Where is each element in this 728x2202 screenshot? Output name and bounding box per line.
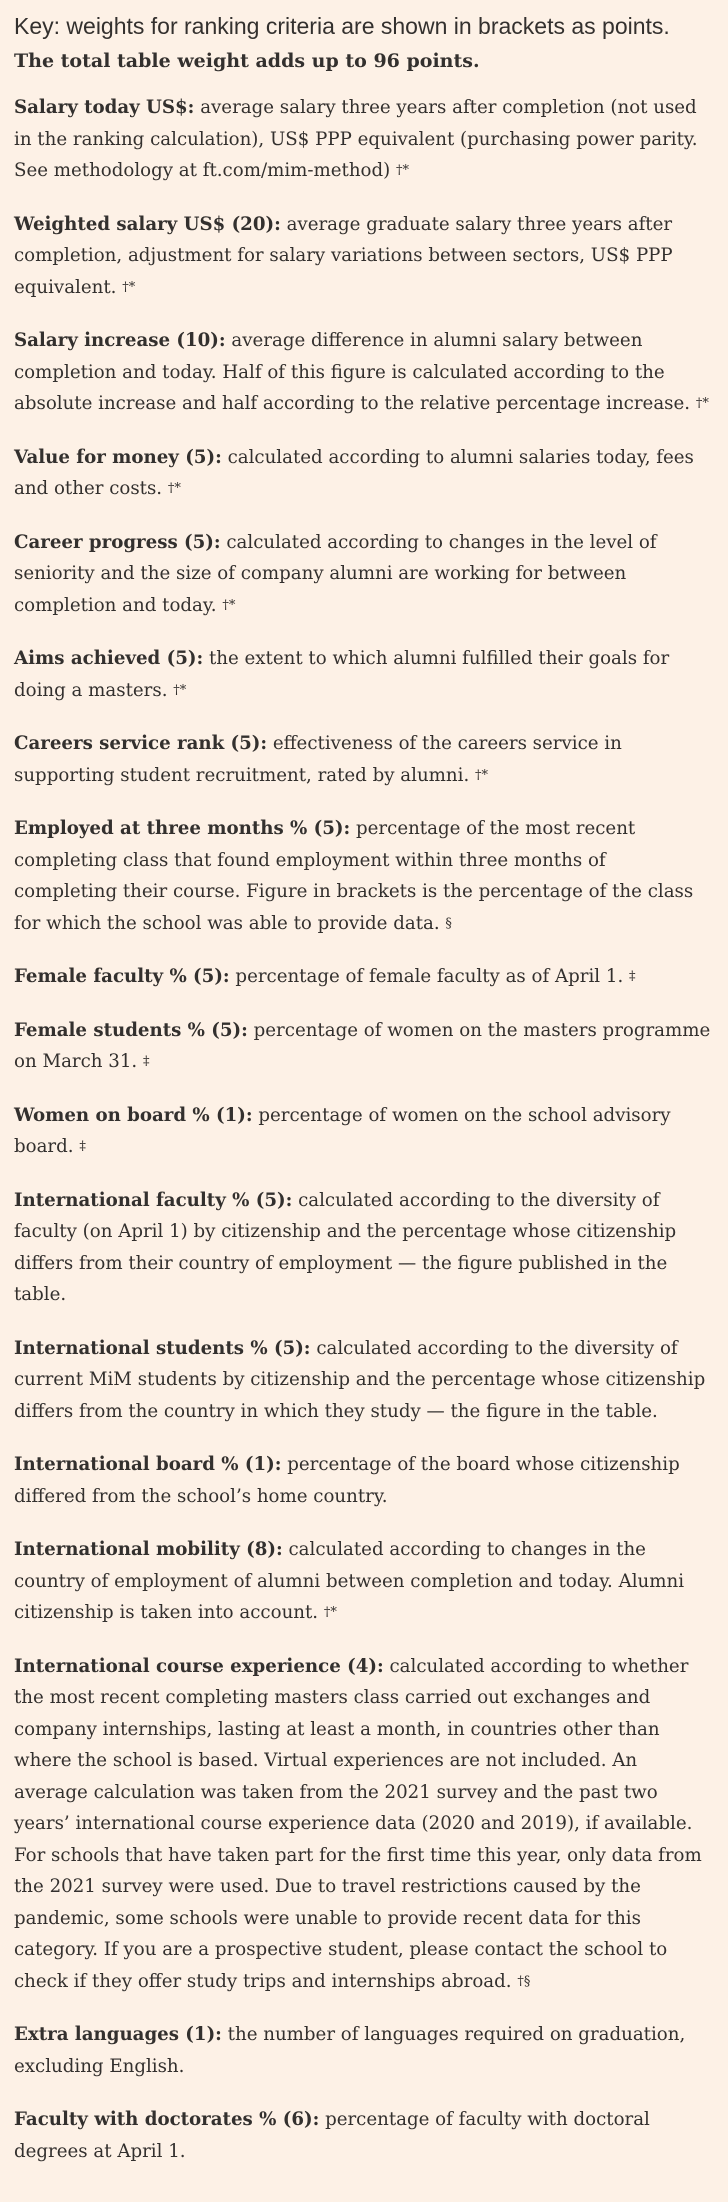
criterion-term: Faculty with doctorates % (6): [14, 2109, 320, 2130]
criterion-description: calculated according to changes in the country of employment of alumni between completion and today. Alumni citizenship is taken into account. [14, 1539, 685, 1623]
criterion-description: calculated according to whether the most recent completing masters class carried out exchanges and company internships, lasting at least a month, in countries other than where the school is based. Virtual experiences are not included. An average calculation was taken from the 2021 survey and the past two years’ international course experience data (2020 and 2019), if available. For schools that have taken part for the first time this year, only data from the 2021 survey were used. Due to travel restrictions caused by the pandemic, some schools were unable to provide recent data for this category. If you are a prospective student, please contact the school to check if they offer study trips and internships abroad. [14, 1655, 702, 1992]
total-weight-line: The total table weight adds up to 96 points. [14, 50, 480, 72]
footnote-symbol: †* [323, 1605, 337, 1620]
criterion-term: Weighted salary US$ (20): [14, 213, 281, 235]
criterion-description: effectiveness of the careers service in supporting student recruitment, rated by alumni. [14, 733, 622, 786]
footnote-symbol: †* [695, 396, 709, 411]
criterion-description: the number of languages required on graduation, excluding English. [14, 2024, 686, 2077]
criterion-international-board [14, 1449, 714, 1512]
footnote-symbol: †* [396, 163, 410, 178]
criterion-description: percentage of the most recent completing class that found employment within three months of completing their course. Figure in brackets is the percentage of the class for which the school was able to provide data. [14, 818, 694, 934]
criterion-term: Careers service rank (5): [14, 733, 268, 754]
criterion-term: International mobility (8): [14, 1539, 283, 1560]
criterion-weighted-salary [14, 209, 714, 304]
criterion-term: Employed at three months % (5): [14, 818, 351, 839]
methodology-key [0, 10, 728, 2167]
criterion-term: International board % (1): [14, 1454, 282, 1475]
footnote-symbol: †* [173, 682, 187, 698]
criterion-description: average salary three years after completion (not used in the ranking calculation), US$ PPP equivalent (purchasing power parity. See methodology at ft.com/mim-method) [14, 97, 698, 181]
footnote-symbol: †§ [517, 1973, 531, 1989]
footnote-symbol: § [445, 915, 452, 931]
criterion-description: percentage of the board whose citizenship differed from the school’s home country. [14, 1454, 680, 1507]
footnote-symbol: †* [122, 279, 136, 295]
criterion-female-students [14, 1015, 714, 1078]
criterion-term: Salary today US$: [14, 97, 195, 118]
footnote-symbol: †* [167, 481, 181, 496]
footnote-symbol: †* [222, 597, 236, 613]
criterion-international-course-experience [14, 1651, 714, 1998]
criterion-term: Extra languages (1): [14, 2024, 222, 2045]
criterion-description: percentage of women on the school advisory board. [14, 1104, 671, 1157]
criterion-career-progress [14, 527, 714, 622]
criterion-term: Female faculty % (5): [14, 966, 230, 987]
criterion-term: International course experience (4): [14, 1655, 384, 1677]
key-heading: Key: weights for ranking criteria are shown in brackets as points. [14, 13, 670, 39]
criterion-international-students [14, 1333, 714, 1428]
criterion-description: percentage of female faculty as of April 1. [229, 966, 630, 987]
criterion-faculty-with-doctorates [14, 2104, 714, 2167]
criterion-salary-today [14, 92, 714, 187]
criterion-women-on-board [14, 1100, 714, 1163]
criterion-term: Career progress (5): [14, 531, 221, 553]
footnote-symbol: †* [475, 767, 489, 783]
criterion-employed-three-months [14, 813, 714, 939]
criterion-term: Women on board % (1): [14, 1104, 253, 1126]
footnote-symbol: ‡ [629, 969, 636, 984]
criterion-description: average graduate salary three years after completion, adjustment for salary variations between sectors, US$ PPP equivalent. [14, 213, 673, 298]
criterion-international-mobility [14, 1534, 714, 1629]
footnote-symbol: ‡ [143, 1054, 150, 1069]
criterion-description: percentage of women on the masters programme on March 31. [14, 1019, 711, 1072]
criterion-description: the extent to which alumni fulfilled their goals for doing a masters. [14, 648, 670, 701]
criterion-description: calculated according to the diversity of faculty (on April 1) by citizenship and the percentage whose citizenship differs from their country of employment — the figure published in the table. [14, 1189, 677, 1305]
criterion-term: International faculty % (5): [14, 1189, 293, 1211]
criterion-careers-service-rank [14, 728, 714, 791]
criterion-description: calculated according to alumni salaries today, fees and other costs. [14, 446, 694, 499]
criterion-value-for-money [14, 442, 714, 505]
criterion-term: Female students % (5): [14, 1019, 248, 1041]
criterion-term: Value for money (5): [14, 446, 222, 468]
criterion-description: percentage of faculty with doctoral degrees at April 1. [14, 2109, 650, 2162]
criterion-term: Aims achieved (5): [14, 648, 204, 669]
footnote-symbol: ‡ [79, 1139, 86, 1154]
criterion-international-faculty [14, 1185, 714, 1311]
criterion-extra-languages [14, 2019, 714, 2082]
criterion-description: average difference in alumni salary between completion and today. Half of this figure is calculated according to the absolute increase and half according to the relative percentage increase. [14, 330, 696, 414]
criterion-term: Salary increase (10): [14, 330, 226, 351]
criterion-description: calculated according to the diversity of current MiM students by citizenship and the percentage whose citizenship differs from the country in which they study — the figure in the table. [14, 1337, 706, 1422]
criterion-salary-increase [14, 325, 714, 420]
criterion-female-faculty [14, 961, 714, 993]
criterion-term: International students % (5): [14, 1337, 311, 1359]
criterion-aims-achieved [14, 643, 714, 706]
criterion-description: calculated according to changes in the level of seniority and the size of company alumni are working for between completion and today. [14, 531, 657, 616]
